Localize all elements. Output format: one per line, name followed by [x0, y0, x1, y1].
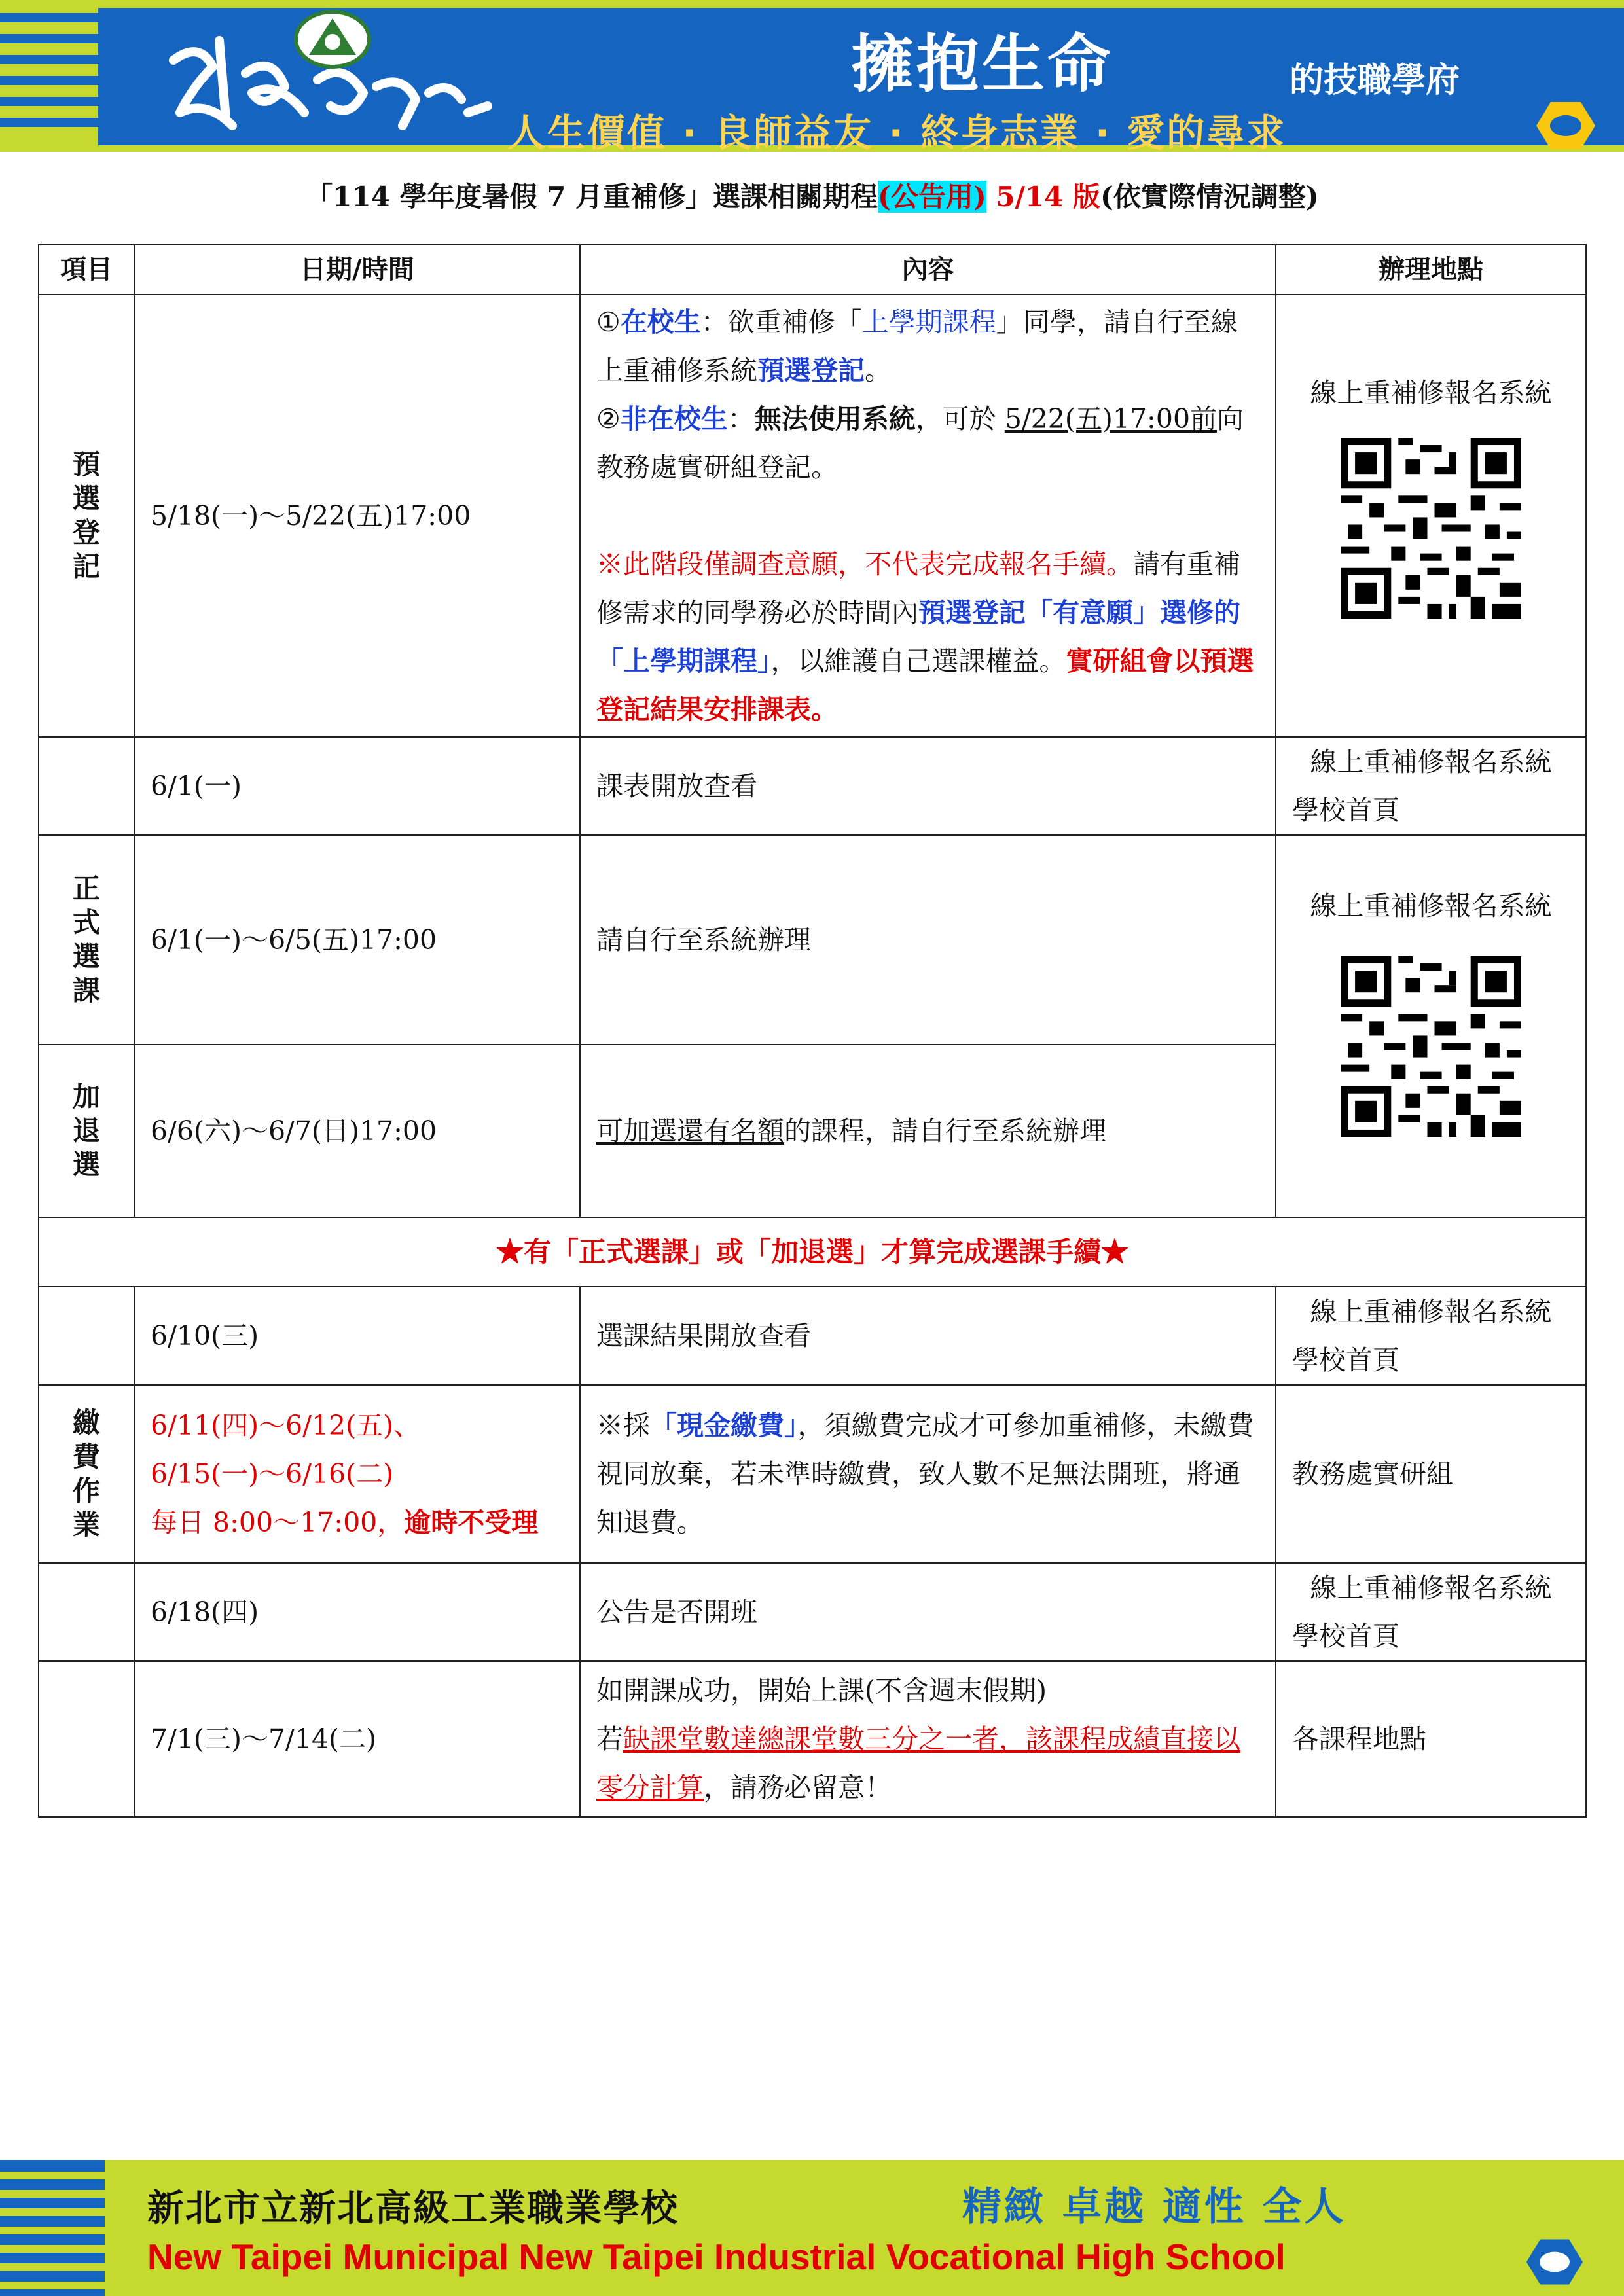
item-cell	[39, 737, 134, 835]
header-item: 項目	[39, 245, 134, 295]
slogan-big: 擁抱生命	[851, 27, 1113, 101]
content-cell: 公告是否開班	[580, 1563, 1276, 1661]
footer-school-name-en: New Taipei Municipal New Taipei Industrial Vocational High School	[147, 2236, 1286, 2277]
item-cell	[39, 1287, 134, 1385]
footer-banner	[0, 2160, 1624, 2296]
item-cell: 繳費作業	[39, 1385, 134, 1563]
table-row-announce	[39, 1563, 1586, 1661]
location-cell: 線上重補修報名系統 學校首頁	[1276, 1287, 1586, 1385]
header-motto: 人生價值 · 良師益友 · 終身志業 · 愛的尋求	[507, 111, 1287, 152]
location-cell: 各課程地點	[1276, 1661, 1586, 1817]
table-row-schedule	[39, 737, 1586, 835]
schedule-table	[38, 244, 1587, 1818]
footer-stripes	[0, 2160, 105, 2296]
content-cell: ①在校生：欲重補修「上學期課程」同學，請自行至線上重補修系統預選登記。 ②非在校生：無法使用系統，可於 5/22(五)17:00前向教務處實研組登記。 ※此階段僅調查意願，不代表完成報名手續。請有重補修需求的同學務必於時間內預選登記「有意願」選修的「上學期課程」，以維護自己選課權益。實研組會以預選登記結果安排課表。	[580, 295, 1276, 737]
notice-cell: ★有「正式選課」或「加退選」才算完成選課手續★	[39, 1217, 1586, 1287]
date-cell: 6/1(一)	[134, 737, 580, 835]
content-cell: ※採「現金繳費」，須繳費完成才可參加重補修，未繳費視同放棄，若未準時繳費，致人數不足無法開班，將通知退費。	[580, 1385, 1276, 1563]
item-cell: 預選登記	[39, 295, 134, 737]
date-cell: 6/10(三)	[134, 1287, 580, 1385]
banner-stripes	[0, 0, 98, 152]
title-highlight: (公告用)	[878, 181, 986, 213]
header-banner	[0, 0, 1624, 152]
footer-motto: 精緻 卓越 適性 全人	[962, 2184, 1346, 2230]
content-cell: 如開課成功，開始上課(不含週末假期) 若缺課堂數達總課堂數三分之一者，該課程成績直接以零分計算，請務必留意！	[580, 1661, 1276, 1817]
content-cell: 請自行至系統辦理	[580, 835, 1276, 1045]
content-cell: 選課結果開放查看	[580, 1287, 1276, 1385]
footer-school-name-zh: 新北市立新北高級工業職業學校	[147, 2187, 679, 2230]
content-cell: 課表開放查看	[580, 737, 1276, 835]
table-row-preselect	[39, 295, 1586, 737]
item-cell: 加退選	[39, 1045, 134, 1217]
header-content: 內容	[580, 245, 1276, 295]
location-cell: 線上重補修報名系統	[1276, 295, 1586, 737]
location-cell: 線上重補修報名系統	[1276, 835, 1586, 1217]
date-cell: 6/11(四)～6/12(五)、 6/15(一)～6/16(二) 每日 8:00～17:00，逾時不受理	[134, 1385, 580, 1563]
table-row-classes	[39, 1661, 1586, 1817]
qr-code-icon[interactable]	[1341, 956, 1521, 1137]
document-title: 「114 學年度暑假 7 月重補修」選課相關期程(公告用) 5/14 版(依實際情況調整)	[305, 181, 1319, 213]
date-cell: 5/18(一)～5/22(五)17:00	[134, 295, 580, 737]
table-row-notice	[39, 1217, 1586, 1287]
table-row-result	[39, 1287, 1586, 1385]
header-date: 日期/時間	[134, 245, 580, 295]
hexagon-logo-icon	[1535, 99, 1597, 152]
title-note: (依實際情況調整)	[1100, 181, 1319, 213]
table-row-payment	[39, 1385, 1586, 1563]
date-cell: 6/6(六)～6/7(日)17:00	[134, 1045, 580, 1217]
table-header-row	[39, 245, 1586, 295]
date-cell: 6/18(四)	[134, 1563, 580, 1661]
table-row-formal	[39, 835, 1586, 1045]
title-version: 5/14 版	[986, 181, 1101, 213]
qr-code-icon[interactable]	[1341, 438, 1521, 619]
header-location: 辦理地點	[1276, 245, 1586, 295]
slogan-small: 的技職學府	[1290, 61, 1460, 100]
location-cell: 教務處實研組	[1276, 1385, 1586, 1563]
item-cell	[39, 1661, 134, 1817]
date-cell: 6/1(一)～6/5(五)17:00	[134, 835, 580, 1045]
school-emblem-icon	[293, 9, 372, 69]
location-cell: 線上重補修報名系統 學校首頁	[1276, 1563, 1586, 1661]
location-cell: 線上重補修報名系統 學校首頁	[1276, 737, 1586, 835]
item-cell	[39, 1563, 134, 1661]
content-cell: 可加選還有名額的課程，請自行至系統辦理	[580, 1045, 1276, 1217]
item-cell: 正式選課	[39, 835, 134, 1045]
date-cell: 7/1(三)～7/14(二)	[134, 1661, 580, 1817]
hexagon-logo-icon	[1525, 2236, 1584, 2288]
